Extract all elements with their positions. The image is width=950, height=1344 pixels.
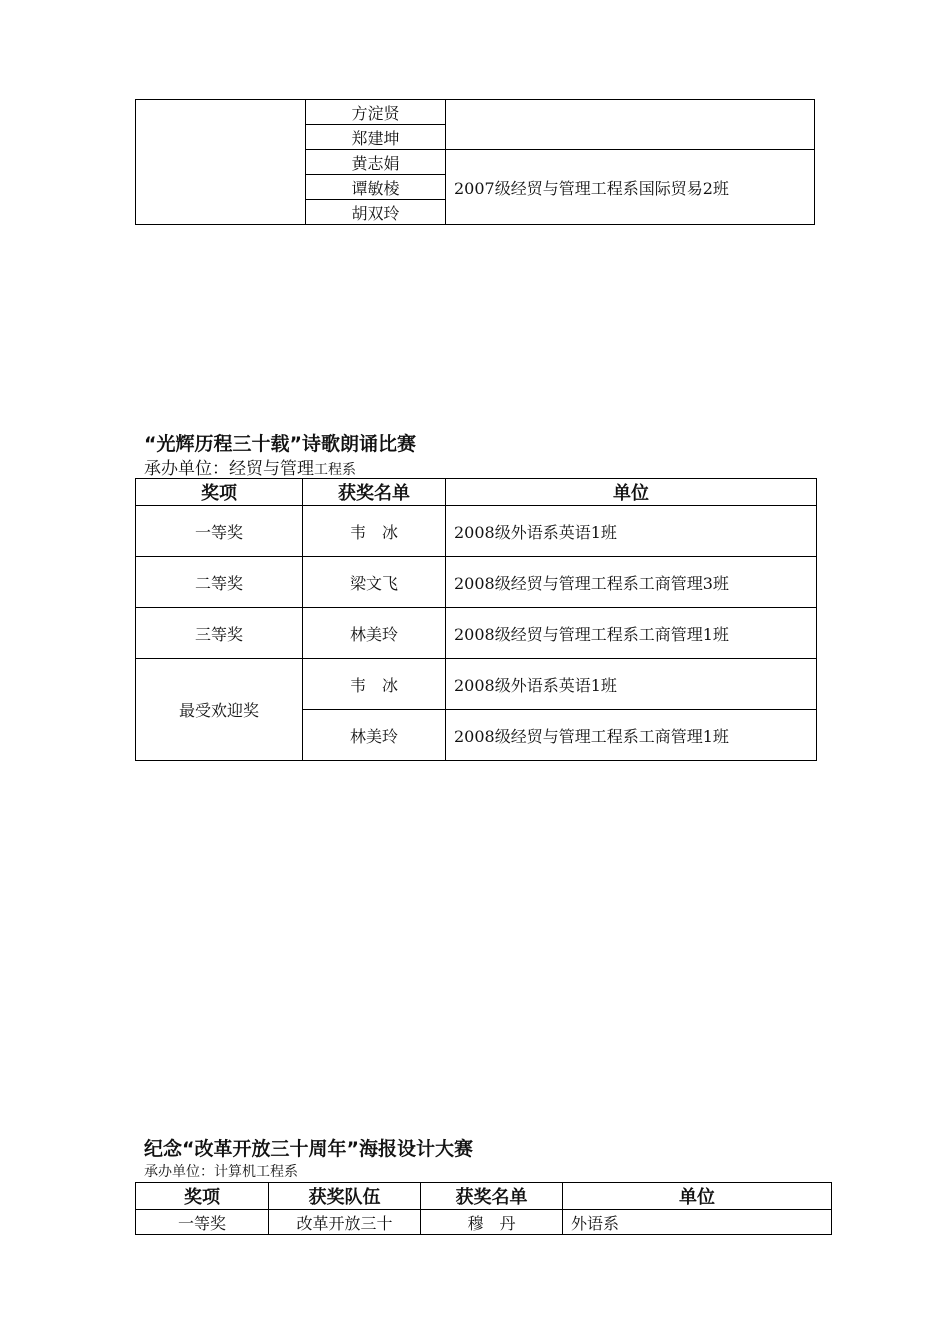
winner-name: 韦 冰 bbox=[303, 506, 446, 557]
table-row bbox=[136, 608, 817, 659]
table-row bbox=[136, 506, 817, 557]
winner-unit: 2007级经贸与管理工程系国际贸易2班 bbox=[446, 150, 815, 225]
winner-name: 黄志娟 bbox=[306, 150, 446, 175]
winner-unit: 2008级外语系英语1班 bbox=[446, 659, 817, 710]
header-team: 获奖队伍 bbox=[269, 1183, 421, 1210]
winner-unit: 2008级经贸与管理工程系工商管理1班 bbox=[446, 608, 817, 659]
winner-name: 胡双玲 bbox=[306, 200, 446, 225]
unit-cell-empty bbox=[446, 100, 815, 150]
award-name: 二等奖 bbox=[136, 557, 303, 608]
award-name: 最受欢迎奖 bbox=[136, 659, 303, 761]
table-header-row bbox=[136, 479, 817, 506]
table-row bbox=[136, 100, 815, 125]
table-row bbox=[136, 659, 817, 710]
organizer-line bbox=[144, 454, 356, 479]
organizer-text: 承办单位：计算机工程系 bbox=[144, 1164, 298, 1180]
winner-unit: 外语系 bbox=[563, 1210, 832, 1235]
award-name: 一等奖 bbox=[136, 1210, 269, 1235]
section-title-poetry: “光辉历程三十载”诗歌朗诵比赛 bbox=[144, 433, 416, 455]
winner-name: 韦 冰 bbox=[303, 659, 446, 710]
table-row bbox=[136, 557, 817, 608]
winner-name: 林美玲 bbox=[303, 710, 446, 761]
organizer-text: 承办单位：经贸与管理 bbox=[144, 459, 314, 479]
header-award: 奖项 bbox=[136, 1183, 269, 1210]
header-unit: 单位 bbox=[563, 1183, 832, 1210]
award-name: 三等奖 bbox=[136, 608, 303, 659]
continued-award-table bbox=[135, 99, 815, 225]
winner-unit: 2008级经贸与管理工程系工商管理3班 bbox=[446, 557, 817, 608]
table-header-row bbox=[136, 1183, 832, 1210]
section-title-poster: 纪念“改革开放三十周年”海报设计大赛 bbox=[144, 1138, 473, 1160]
winner-name: 郑建坤 bbox=[306, 125, 446, 150]
winner-name: 林美玲 bbox=[303, 608, 446, 659]
header-winners: 获奖名单 bbox=[303, 479, 446, 506]
header-unit: 单位 bbox=[446, 479, 817, 506]
award-name: 一等奖 bbox=[136, 506, 303, 557]
winner-name: 梁文飞 bbox=[303, 557, 446, 608]
winner-name: 方淀贤 bbox=[306, 100, 446, 125]
award-cell-empty bbox=[136, 100, 306, 225]
table-row bbox=[136, 1210, 832, 1235]
winner-unit: 2008级经贸与管理工程系工商管理1班 bbox=[446, 710, 817, 761]
poster-award-table bbox=[135, 1182, 832, 1235]
winner-name: 谭敏棱 bbox=[306, 175, 446, 200]
header-winners: 获奖名单 bbox=[421, 1183, 563, 1210]
header-award: 奖项 bbox=[136, 479, 303, 506]
poetry-award-table bbox=[135, 478, 817, 761]
team-name: 改革开放三十 bbox=[269, 1210, 421, 1235]
winner-name: 穆 丹 bbox=[421, 1210, 563, 1235]
winner-unit: 2008级外语系英语1班 bbox=[446, 506, 817, 557]
organizer-text-small: 工程系 bbox=[314, 462, 356, 478]
